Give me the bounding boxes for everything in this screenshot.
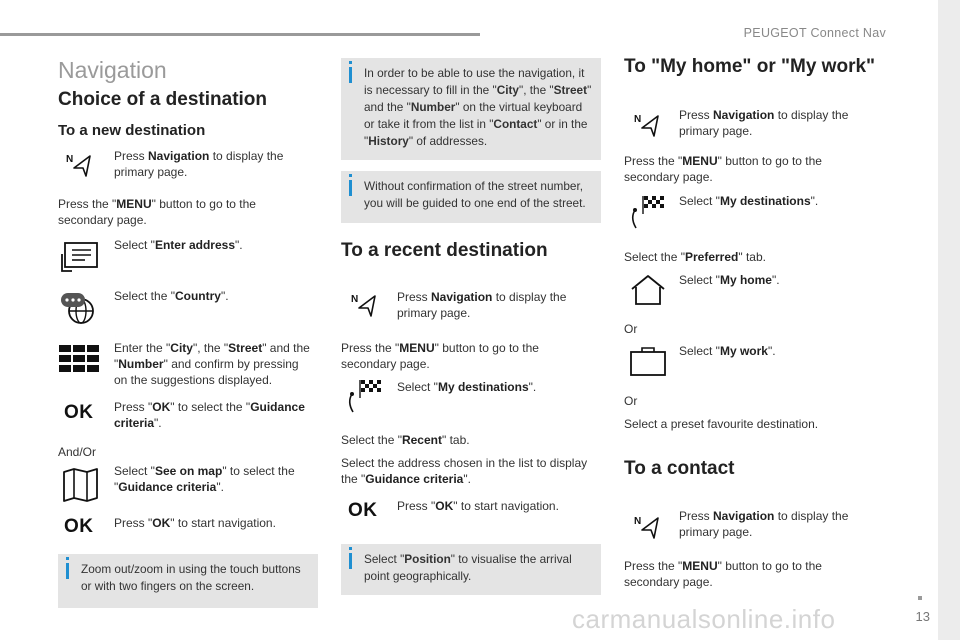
side-strip <box>938 0 960 640</box>
svg-text:N: N <box>66 154 74 165</box>
info-text: Select "Position" to visualise the arrival point geographically. <box>364 552 572 583</box>
ok-icon: OK <box>64 402 94 423</box>
new-step-ok-guidance: Press "OK" to select the "Guidance criteria". <box>114 400 305 430</box>
info-text: In order to be able to use the navigation, it is necessary to fill in the "City", the "Street" and the "Number" on the virtual keyboard or take it from the list in "Contact" or in the "History" of addresses. <box>364 66 592 148</box>
destinations-flag-icon <box>343 378 383 414</box>
or-label: Or <box>624 394 638 408</box>
or-label: Or <box>624 322 638 336</box>
navigation-icon <box>64 152 96 178</box>
header-title: PEUGEOT Connect Nav <box>743 26 886 40</box>
heading-my-home-work: To "My home" or "My work" <box>624 56 876 77</box>
recent-step-my-destinations: Select "My destinations". <box>397 380 537 394</box>
map-icon <box>62 468 100 502</box>
watermark: carmanualsonline.info <box>572 604 836 634</box>
and-or-label: And/Or <box>58 445 97 459</box>
new-step-see-on-map: Select "See on map" to select the "Guidance criteria". <box>114 464 295 494</box>
contact-step-menu: Press the "MENU" button to go to the secondary page. <box>624 559 822 589</box>
home-icon <box>630 274 666 306</box>
new-step-enter-address: Select "Enter address". <box>114 238 243 252</box>
info-box-fill-city <box>341 58 601 160</box>
ok-icon: OK <box>348 500 378 521</box>
info-box-street-number <box>341 171 601 223</box>
heading-new-destination: To a new destination <box>58 122 206 139</box>
section-title: Navigation <box>58 57 167 83</box>
home-step-my-home: Select "My home". <box>679 273 780 287</box>
svg-text:N: N <box>634 114 642 125</box>
heading-contact: To a contact <box>624 458 735 479</box>
home-step-my-destinations: Select "My destinations". <box>679 194 819 208</box>
ok-icon: OK <box>64 516 94 537</box>
navigation-icon <box>349 292 381 318</box>
new-step-navigation: Press Navigation to display the primary page. <box>114 149 284 179</box>
home-step-preferred-tab: Select the "Preferred" tab. <box>624 250 766 264</box>
info-text: Zoom out/zoom in using the touch buttons or with two fingers on the screen. <box>81 562 301 593</box>
briefcase-icon <box>628 345 668 377</box>
page-number: 13 <box>915 609 930 624</box>
heading-recent-destination: To a recent destination <box>341 240 548 261</box>
home-step-navigation: Press Navigation to display the primary page. <box>679 108 849 138</box>
country-globe-icon <box>60 290 100 326</box>
info-box-zoom <box>58 554 318 608</box>
new-step-country: Select the "Country". <box>114 289 229 303</box>
page-dot <box>918 596 922 600</box>
info-icon <box>349 180 352 196</box>
new-step-city-street: Enter the "City", the "Street" and the "Number" and confirm by pressing on the suggestions displayed. <box>114 341 310 387</box>
info-icon <box>349 553 352 569</box>
new-step-ok-start: Press "OK" to start navigation. <box>114 516 276 530</box>
svg-text:N: N <box>634 516 642 527</box>
recent-step-menu: Press the "MENU" button to go to the secondary page. <box>341 341 539 371</box>
header-rule <box>0 33 480 36</box>
navigation-icon <box>632 514 664 540</box>
recent-step-address: Select the address chosen in the list to display the "Guidance criteria". <box>341 456 588 486</box>
svg-text:N: N <box>351 294 359 305</box>
home-step-preset: Select a preset favourite destination. <box>624 417 819 431</box>
home-step-my-work: Select "My work". <box>679 344 776 358</box>
home-step-menu: Press the "MENU" button to go to the secondary page. <box>624 154 822 184</box>
navigation-icon <box>632 112 664 138</box>
contact-step-navigation: Press Navigation to display the primary page. <box>679 509 849 539</box>
keyboard-icon <box>59 345 101 375</box>
recent-step-navigation: Press Navigation to display the primary page. <box>397 290 567 320</box>
new-step-menu: Press the "MENU" button to go to the secondary page. <box>58 197 256 227</box>
destinations-flag-icon <box>626 194 666 230</box>
info-box-position <box>341 544 601 595</box>
info-icon <box>349 67 352 83</box>
heading-choice-destination: Choice of a destination <box>58 89 268 110</box>
recent-step-ok-start: Press "OK" to start navigation. <box>397 499 559 513</box>
info-text: Without confirmation of the street number, you will be guided to one end of the street. <box>364 179 586 210</box>
recent-step-tab: Select the "Recent" tab. <box>341 433 470 447</box>
info-icon <box>66 563 69 579</box>
enter-address-icon <box>60 240 100 274</box>
